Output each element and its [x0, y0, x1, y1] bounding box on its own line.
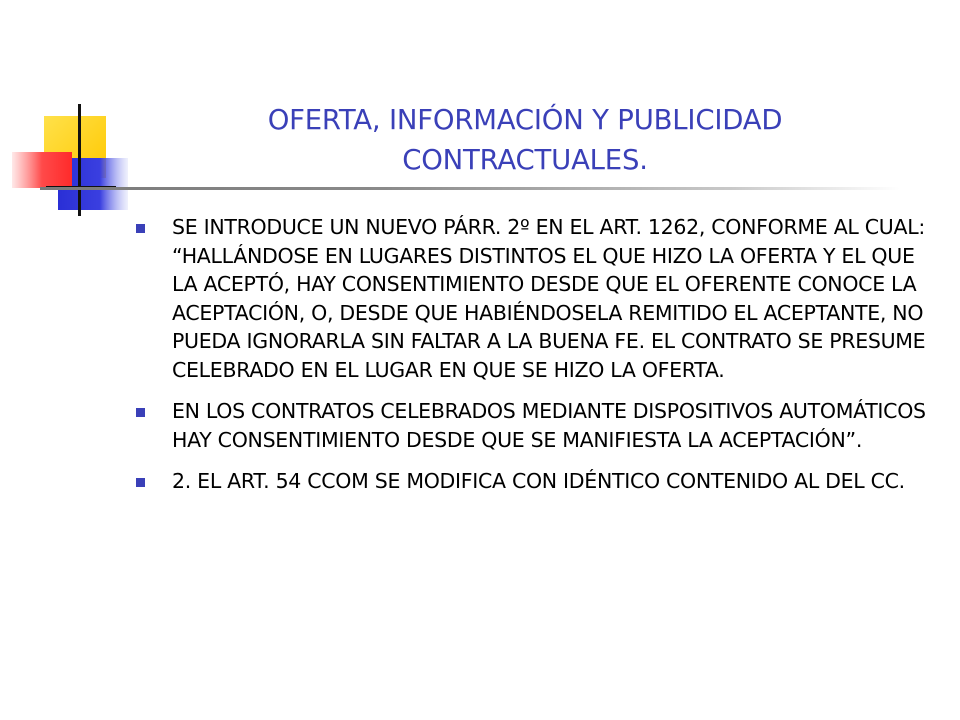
bullet-list [134, 213, 934, 509]
bullet-item [134, 213, 934, 384]
bullet-square-icon [136, 224, 145, 233]
bullet-text: SE INTRODUCE UN NUEVO PÁRR. 2º EN EL ART. 1262, CONFORME AL CUAL: “HALLÁNDOSE EN LUGARES DISTINTOS EL QUE HIZO LA OFERTA Y EL QUE LA ACEPTÓ, HAY CONSENTIMIENTO DESDE QUE EL OFERENTE CONOCE LA ACEPTACIÓN, O, DESDE QUE HABIÉNDOSELA REMITIDO EL ACEPTANTE, NO PUEDA IGNORARLA SIN FALTAR A LA BUENA FE. EL CONTRATO SE PRESUME CELEBRADO EN EL LUGAR EN QUE SE HIZO LA OFERTA. [172, 215, 926, 382]
bullet-item [134, 467, 934, 496]
bullet-text: EN LOS CONTRATOS CELEBRADOS MEDIANTE DISPOSITIVOS AUTOMÁTICOS HAY CONSENTIMIENTO DESDE QUE SE MANIFIESTA LA ACEPTACIÓN”. [172, 399, 926, 452]
bullet-square-icon [136, 478, 145, 487]
logo-squares-icon [0, 0, 140, 230]
vertical-line [78, 104, 81, 216]
bullet-text: 2. EL ART. 54 CCOM SE MODIFICA CON IDÉNTICO CONTENIDO AL DEL CC. [172, 469, 905, 493]
title-divider [40, 187, 900, 190]
slide-title: OFERTA, INFORMACIÓN Y PUBLICIDAD CONTRACTUALES. [267, 104, 783, 176]
red-square [12, 152, 72, 188]
bullet-square-icon [136, 408, 145, 417]
bullet-item [134, 397, 934, 454]
